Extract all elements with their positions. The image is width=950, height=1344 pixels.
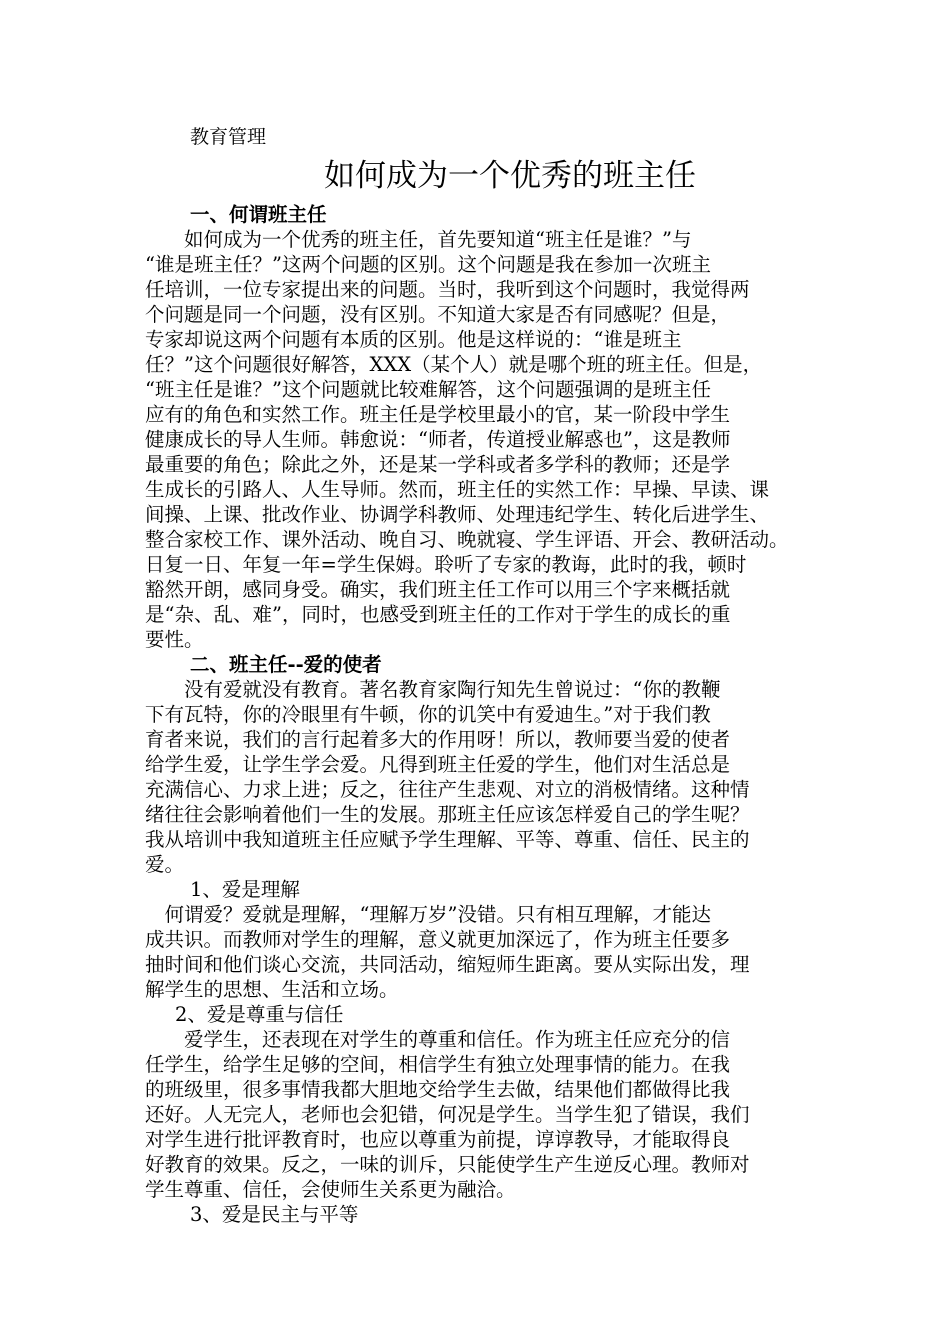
paragraph-line: 成共识。而教师对学生的理解，意义就更加深远了，作为班主任要多 (145, 928, 731, 951)
paragraph-line: 爱学生，还表现在对学生的尊重和信任。作为班主任应充分的信 (145, 1028, 731, 1051)
page-title: 如何成为一个优秀的班主任 (324, 158, 696, 194)
paragraph-line: 我从培训中我知道班主任应赋予学生理解、平等、尊重、信任、民主的 (145, 828, 750, 851)
paragraph-line: 间操、上课、批改作业、协调学科教师、处理违纪学生、转化后进学生、 (145, 503, 770, 526)
paragraph-line: 的班级里，很多事情我都大胆地交给学生去做，结果他们都做得比我 (145, 1078, 731, 1101)
paragraph-line: 是“杂、乱、难”，同时，也感受到班主任的工作对于学生的成长的重 (145, 603, 731, 626)
paragraph-line: 没有爱就没有教育。著名教育家陶行知先生曾说过：“你的教鞭 (145, 678, 721, 701)
paragraph-line: “谁是班主任？”这两个问题的区别。这个问题是我在参加一次班主 (145, 253, 711, 276)
paragraph-line: 抽时间和他们谈心交流，共同活动，缩短师生距离。要从实际出发，理 (145, 953, 750, 976)
subsection-heading-1: 1、爱是理解 (190, 878, 300, 901)
paragraph-line: 健康成长的导人生师。韩愈说：“师者，传道授业解惑也”，这是教师 (145, 428, 731, 451)
paragraph-line: “班主任是谁？”这个问题就比较难解答，这个问题强调的是班主任 (145, 378, 711, 401)
paragraph-line: 学生尊重、信任，会使师生关系更为融洽。 (145, 1178, 516, 1201)
paragraph-line: 下有瓦特，你的冷眼里有牛顿，你的讥笑中有爱迪生。”对于我们教 (145, 703, 711, 726)
paragraph-line: 整合家校工作、课外活动、晚自习、晚就寝、学生评语、开会、教研活动。 (145, 528, 789, 551)
paragraph-line: 豁然开朗，感同身受。确实，我们班主任工作可以用三个字来概括就 (145, 578, 731, 601)
paragraph-line: 日复一日、年复一年=学生保姆。聆听了专家的教诲，此时的我，顿时 (145, 553, 747, 576)
paragraph-line: 育者来说，我们的言行起着多大的作用呀！所以，教师要当爱的使者 (145, 728, 731, 751)
paragraph-line: 生成长的引路人、人生导师。然而，班主任的实然工作：早操、早读、课 (145, 478, 770, 501)
section-heading-2: 二、班主任--爱的使者 (190, 653, 382, 676)
paragraph-line: 给学生爱，让学生学会爱。凡得到班主任爱的学生，他们对生活总是 (145, 753, 731, 776)
paragraph-line: 应有的角色和实然工作。班主任是学校里最小的官，某一阶段中学生 (145, 403, 731, 426)
paragraph-line: 如何成为一个优秀的班主任，首先要知道“班主任是谁？”与 (145, 228, 692, 251)
category-label: 教育管理 (190, 126, 267, 148)
paragraph-line: 充满信心、力求上进；反之，往往产生悲观、对立的消极情绪。这种情 (145, 778, 750, 801)
paragraph-line: 任学生，给学生足够的空间，相信学生有独立处理事情的能力。在我 (145, 1053, 731, 1076)
paragraph-line: 任培训，一位专家提出来的问题。当时，我听到这个问题时，我觉得两 (145, 278, 750, 301)
paragraph-line: 对学生进行批评教育时，也应以尊重为前提，谆谆教导，才能取得良 (145, 1128, 731, 1151)
subsection-heading-2: 2、爱是尊重与信任 (175, 1003, 344, 1026)
subsection-heading-3: 3、爱是民主与平等 (190, 1203, 359, 1226)
paragraph-line: 最重要的角色；除此之外，还是某一学科或者多学科的教师；还是学 (145, 453, 731, 476)
paragraph-line: 好教育的效果。反之，一味的训斥，只能使学生产生逆反心理。教师对 (145, 1153, 750, 1176)
paragraph-line: 个问题是同一个问题，没有区别。不知道大家是否有同感呢？但是， (145, 303, 731, 326)
paragraph-line: 解学生的思想、生活和立场。 (145, 978, 399, 1001)
paragraph-line: 何谓爱？爱就是理解，“理解万岁”没错。只有相互理解，才能达 (145, 903, 711, 926)
paragraph-line: 专家却说这两个问题有本质的区别。他是这样说的：“谁是班主 (145, 328, 682, 351)
paragraph-line: 要性。 (145, 628, 204, 651)
paragraph-line: 还好。人无完人，老师也会犯错，何况是学生。当学生犯了错误，我们 (145, 1103, 750, 1126)
paragraph-line: 爱。 (145, 853, 185, 876)
paragraph-line: 绪往往会影响着他们一生的发展。那班主任应该怎样爱自己的学生呢？ (145, 803, 750, 826)
paragraph-line: 任？”这个问题很好解答，XXX（某个人）就是哪个班的班主任。但是， (145, 353, 763, 376)
section-heading-1: 一、何谓班主任 (190, 203, 327, 226)
